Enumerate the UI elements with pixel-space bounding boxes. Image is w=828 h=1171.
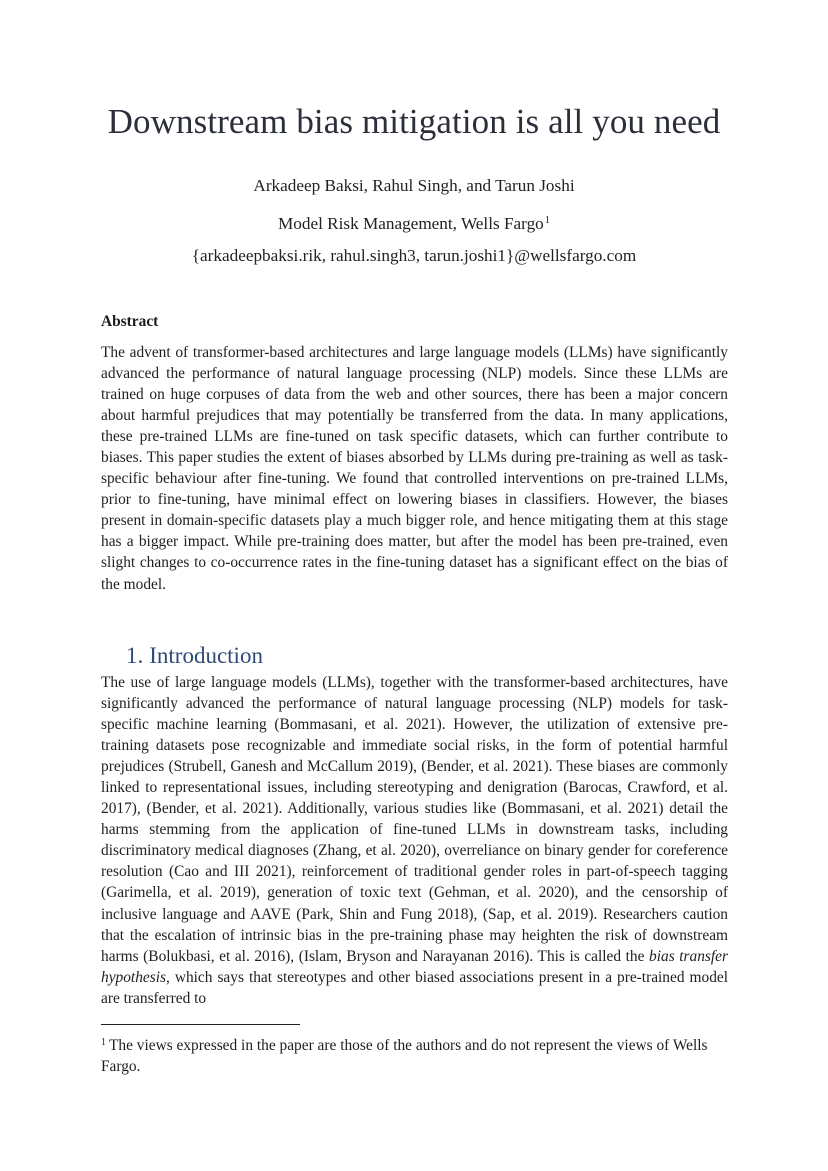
paper-title: Downstream bias mitigation is all you need (107, 102, 721, 141)
abstract-text: The advent of transformer-based architectures and large language models (LLMs) have significantly advanced the performance of natural language processing (NLP) models. Since these LLMs are trained on huge corpuses of data from the web and other sources, there has been a major concern about harmful prejudices that may potentially be transferred from the data. In many applications, these pre-trained LLMs are fine-tuned on task specific datasets, which can further contribute to biases. This paper studies the extent of biases absorbed by LLMs during pre-training as well as task-specific behaviour after fine-tuning. We found that controlled interventions on pre-trained LLMs, prior to fine-tuning, have minimal effect on lowering biases in classifiers. However, the biases present in domain-specific datasets play a much bigger role, and hence mitigating them at this stage has a bigger impact. While pre-training does matter, but after the model has been pre-trained, even slight changes to co-occurrence rates in the fine-tuning dataset has a significant effect on the bias of the model. (101, 344, 728, 593)
introduction-text-part-1: The use of large language models (LLMs), together with the transformer-based architectures, have significantly advanced the performance of natural language processing (NLP) models for task-specific machine learning (Bommasani, et al. 2021). However, the utilization of extensive pre-training datasets pose recognizable and immediate social risks, in the form of potential harmful prejudices (Strubell, Ganesh and McCallum 2019), (Bender, et al. 2021). These biases are commonly linked to representational issues, including stereotyping and denigration (Barocas, Crawford, et al. 2017), (Bender, et al. 2021). Additionally, various studies like (Bommasani, et al. 2021) detail the harms stemming from the application of fine-tuned LLMs in downstream tasks, including discriminatory medical diagnoses (Zhang, et al. 2020), overreliance on binary gender for coreference resolution (Cao and III 2021), reinforcement of traditional gender roles in part-of-speech tagging (Garimella, et al. 2019), generation of toxic text (Gehman, et al. 2020), and the censorship of inclusive language and AAVE (Park, Shin and Fung 2018), (Sap, et al. 2019). Researchers caution that the escalation of intrinsic bias in the pre-training phase may heighten the risk of downstream harms (Bolukbasi, et al. 2016), (Islam, Bryson and Narayanan 2016). This is called the (101, 674, 728, 965)
introduction-text-part-2: , which says that stereotypes and other biased associations present in a pre-trained model are transferred to (101, 968, 728, 1007)
author-list: Arkadeep Baksi, Rahul Singh, and Tarun Joshi (253, 176, 575, 195)
introduction-emphasis: bias transfer hypothesis (101, 947, 729, 986)
affiliation-text: Model Risk Management, Wells Fargo (277, 214, 544, 233)
introduction-text (101, 672, 728, 1009)
section-title: Introduction (149, 643, 263, 668)
footnote (101, 1032, 731, 1077)
author-emails: {arkadeepbaksi.rik, rahul.singh3, tarun.joshi1}@wellsfargo.com (191, 246, 637, 265)
abstract-heading: Abstract (101, 313, 159, 330)
section-number: 1. (126, 643, 144, 668)
affiliation (0, 210, 828, 235)
affiliation-footnote-mark: 1 (544, 215, 551, 226)
footnote-text: The views expressed in the paper are those of the authors and do not represent the views of Wells Fargo. (101, 1037, 708, 1075)
footnote-divider (101, 1024, 300, 1025)
section-heading-introduction (126, 641, 263, 671)
footnote-mark: 1 (101, 1037, 106, 1048)
